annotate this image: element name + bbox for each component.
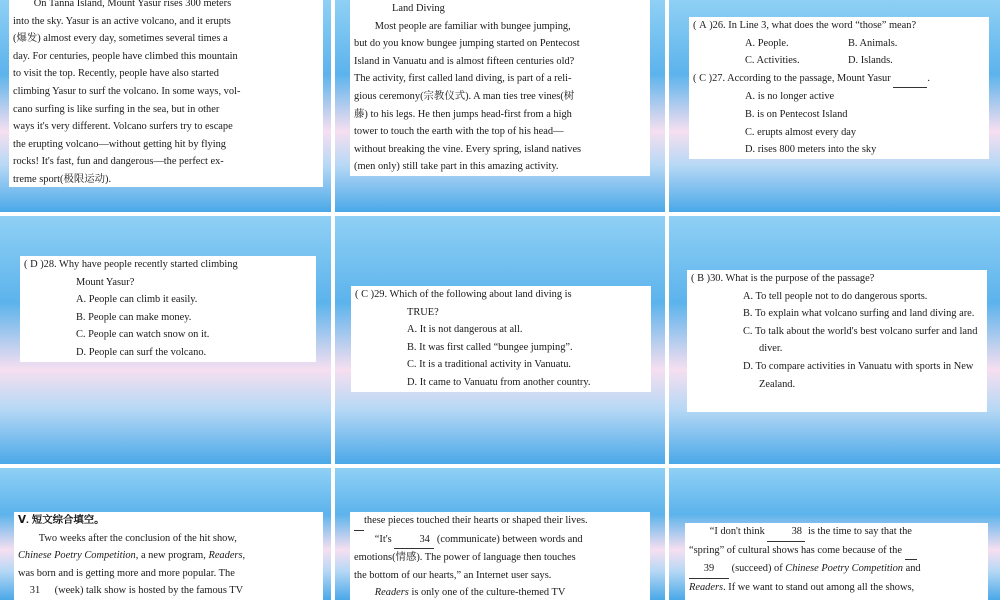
cloze-text: , <box>242 550 246 562</box>
cloze-text: , a new program, <box>135 550 209 562</box>
question-29-text-cont: TRUE? <box>407 306 439 318</box>
question-card <box>20 256 316 362</box>
option-28-a[interactable]: A. People can climb it easily. <box>76 294 198 306</box>
passage-line: climbing Yasur to surf the volcano. In some ways, vol- <box>13 85 241 97</box>
question-card <box>687 270 987 412</box>
answer-26: A <box>699 20 707 31</box>
passage-line: day. For centuries, people have climbed this mountain <box>13 50 238 62</box>
option-26-c[interactable]: C. Activities. <box>745 55 800 67</box>
show-title: Readers <box>208 550 243 562</box>
passage-line: into the sky. Yasur is an active volcano, and it erupts <box>13 15 231 27</box>
option-30-a[interactable]: A. To tell people not to do dangerous sports. <box>743 290 928 302</box>
question-30: ( B )30. What is the purpose of the passage? <box>691 270 983 288</box>
cloze-text: (communicate) between words and <box>436 533 583 545</box>
option-28-d[interactable]: D. People can surf the volcano. <box>76 346 207 358</box>
option-30-b[interactable]: B. To explain what volcano surfing and land diving are. <box>743 308 975 320</box>
cloze-line: emotions(情感). The power of language then touches <box>354 552 576 564</box>
question-30-text: )30. What is the purpose of the passage? <box>706 273 875 284</box>
cloze-line <box>689 560 984 579</box>
option-26-a[interactable]: A. People. <box>745 37 789 49</box>
passage-line: rocks! It's fast, fun and dangerous—the perfect ex- <box>13 156 224 168</box>
show-title: Chinese Poetry Competition <box>785 563 904 575</box>
cloze-line <box>689 523 984 542</box>
question-28-text: )28. Why have people recently started climbing <box>40 259 238 270</box>
passage-line: but do you know bungee jumping started on Pentecost <box>354 38 580 50</box>
slide-cloze-part3[interactable] <box>669 468 1000 600</box>
cloze-text: “I don't think <box>709 526 765 537</box>
passage-line: ways it's very different. Volcano surfers try to escape <box>13 121 233 133</box>
passage-line: On Tanna Island, Mount Yasur rises 300 meters <box>33 0 232 9</box>
option-29-a[interactable]: A. It is not dangerous at all. <box>407 324 523 336</box>
cloze-text: “spring” of cultural shows has come because of the <box>689 544 902 556</box>
passage-line: Island in Vanuatu and is almost fifteen centuries old? <box>354 55 575 67</box>
option-30-d[interactable]: D. To compare activities in Vanuatu with sports in New Zealand. <box>743 360 974 390</box>
cloze-line: was born and is getting more and more popular. The <box>18 567 235 579</box>
passage-title: Land Diving <box>392 3 445 14</box>
passage-line: tower to touch the earth with the top of his head— <box>354 126 564 138</box>
section-heading: Ⅴ. 短文综合填空。 <box>18 515 105 526</box>
cloze-line <box>354 512 646 531</box>
option-29-b[interactable]: B. It was first called “bungee jumping”. <box>407 341 573 353</box>
blank-34[interactable]: 34 <box>394 531 434 550</box>
passage-line: the erupting volcano—without getting hit by flying <box>13 138 226 150</box>
option-27-c[interactable]: C. erupts almost every day <box>745 126 857 138</box>
cloze-text: these pieces touched their hearts or shaped their lives. <box>364 515 588 526</box>
answer-blank <box>354 512 364 531</box>
slide-volcano-surfing[interactable] <box>0 0 331 212</box>
slide-question-30[interactable] <box>669 216 1000 464</box>
passage-line: (men only) still take part in this amazing activity. <box>354 161 559 173</box>
passage-line: (爆发) almost every day, sometimes several times a <box>13 33 228 45</box>
cloze-text: and <box>903 563 921 575</box>
cloze-text: is only one of the culture-themed TV <box>408 587 566 599</box>
question-28: ( D )28. Why have people recently started climbing <box>24 256 312 274</box>
option-27-d[interactable]: D. rises 800 meters into the sky <box>745 144 877 156</box>
cloze-text: (week) talk show is hosted by the famous TV <box>54 585 244 597</box>
answer-blank <box>893 70 927 89</box>
cloze-line <box>18 547 319 565</box>
slide-question-28[interactable] <box>0 216 331 464</box>
slide-questions-26-27[interactable] <box>669 0 1000 212</box>
question-27: ( C )27. According to the passage, Mount Yasur . <box>693 70 985 89</box>
answer-29: C <box>361 289 368 300</box>
cloze-card <box>14 512 323 600</box>
answer-blank <box>905 542 917 561</box>
passage-line: 藤) to his legs. He then jumps head-first from a high <box>354 108 572 120</box>
blank-39[interactable]: 39 <box>689 560 729 579</box>
answer-28: D <box>30 259 38 270</box>
blank-38[interactable]: 38 <box>767 523 805 542</box>
option-26-d[interactable]: D. Islands. <box>848 55 893 67</box>
option-27-b[interactable]: B. is on Pentecost Island <box>745 108 848 120</box>
cloze-line <box>18 582 319 600</box>
cloze-text: is the time to say that the <box>808 526 912 537</box>
option-27-a[interactable]: A. is no longer active <box>745 91 835 103</box>
slide-question-29[interactable] <box>335 216 665 464</box>
option-29-c[interactable]: C. It is a traditional activity in Vanuatu. <box>407 359 572 371</box>
cloze-line <box>689 542 984 561</box>
passage-line: treme sport(极限运动). <box>13 173 112 185</box>
cloze-card <box>350 512 650 600</box>
cloze-line: Two weeks after the conclusion of the hit show, <box>38 532 237 544</box>
blank-31[interactable]: 31 <box>18 582 52 600</box>
option-26-b[interactable]: B. Animals. <box>848 37 898 49</box>
passage-line: to visit the top. Recently, people have also started <box>13 68 219 80</box>
option-29-d[interactable]: D. It came to Vanuatu from another country. <box>407 376 591 388</box>
passage-line: cano surfing is like surfing in the sea, but in other <box>13 103 220 115</box>
question-26-text: )26. In Line 3, what does the word “those” mean? <box>709 20 917 31</box>
passage-card <box>350 0 650 176</box>
passage-line: without breaking the vine. Every spring, island natives <box>354 143 582 155</box>
passage-line: Most people are familiar with bungee jumping, <box>374 20 571 32</box>
cloze-text: “It's <box>374 533 392 545</box>
show-title: Readers <box>374 587 409 599</box>
question-card <box>689 17 989 159</box>
show-title: Chinese Poetry Competition <box>18 550 136 562</box>
passage-line: gious ceremony(宗教仪式). A man ties tree vines(树 <box>354 90 575 102</box>
answer-blank <box>568 584 580 600</box>
slide-land-diving[interactable] <box>335 0 665 212</box>
question-29: ( C )29. Which of the following about land diving is <box>355 286 647 304</box>
passage-line: The activity, first called land diving, is part of a reli- <box>354 73 572 85</box>
slide-cloze-part1[interactable] <box>0 468 331 600</box>
answer-30: B <box>697 273 704 284</box>
cloze-text: (succeed) of <box>731 563 786 575</box>
question-29-text: )29. Which of the following about land diving is <box>370 289 572 300</box>
cloze-line <box>689 579 984 597</box>
question-28-text-cont: Mount Yasur? <box>76 276 135 288</box>
cloze-card <box>685 523 988 600</box>
passage-card <box>9 0 323 187</box>
cloze-text: . If we want to stand out among all the shows, <box>723 581 915 593</box>
cloze-line: the bottom of our hearts,” an Internet user says. <box>354 569 552 581</box>
question-26: ( A )26. In Line 3, what does the word “those” mean? <box>693 17 985 35</box>
question-card <box>351 286 651 392</box>
option-28-b[interactable]: B. People can make money. <box>76 311 192 323</box>
option-30-c[interactable]: C. To talk about the world's best volcano surfer and land diver. <box>743 325 978 355</box>
slide-cloze-part2[interactable] <box>335 468 665 600</box>
option-28-c[interactable]: C. People can watch snow on it. <box>76 329 210 341</box>
question-27-text: )27. According to the passage, Mount Yasur <box>708 72 891 84</box>
cloze-line <box>354 531 646 550</box>
answer-27: C <box>699 72 706 84</box>
show-title: Readers <box>689 581 724 593</box>
cloze-line <box>354 584 646 600</box>
